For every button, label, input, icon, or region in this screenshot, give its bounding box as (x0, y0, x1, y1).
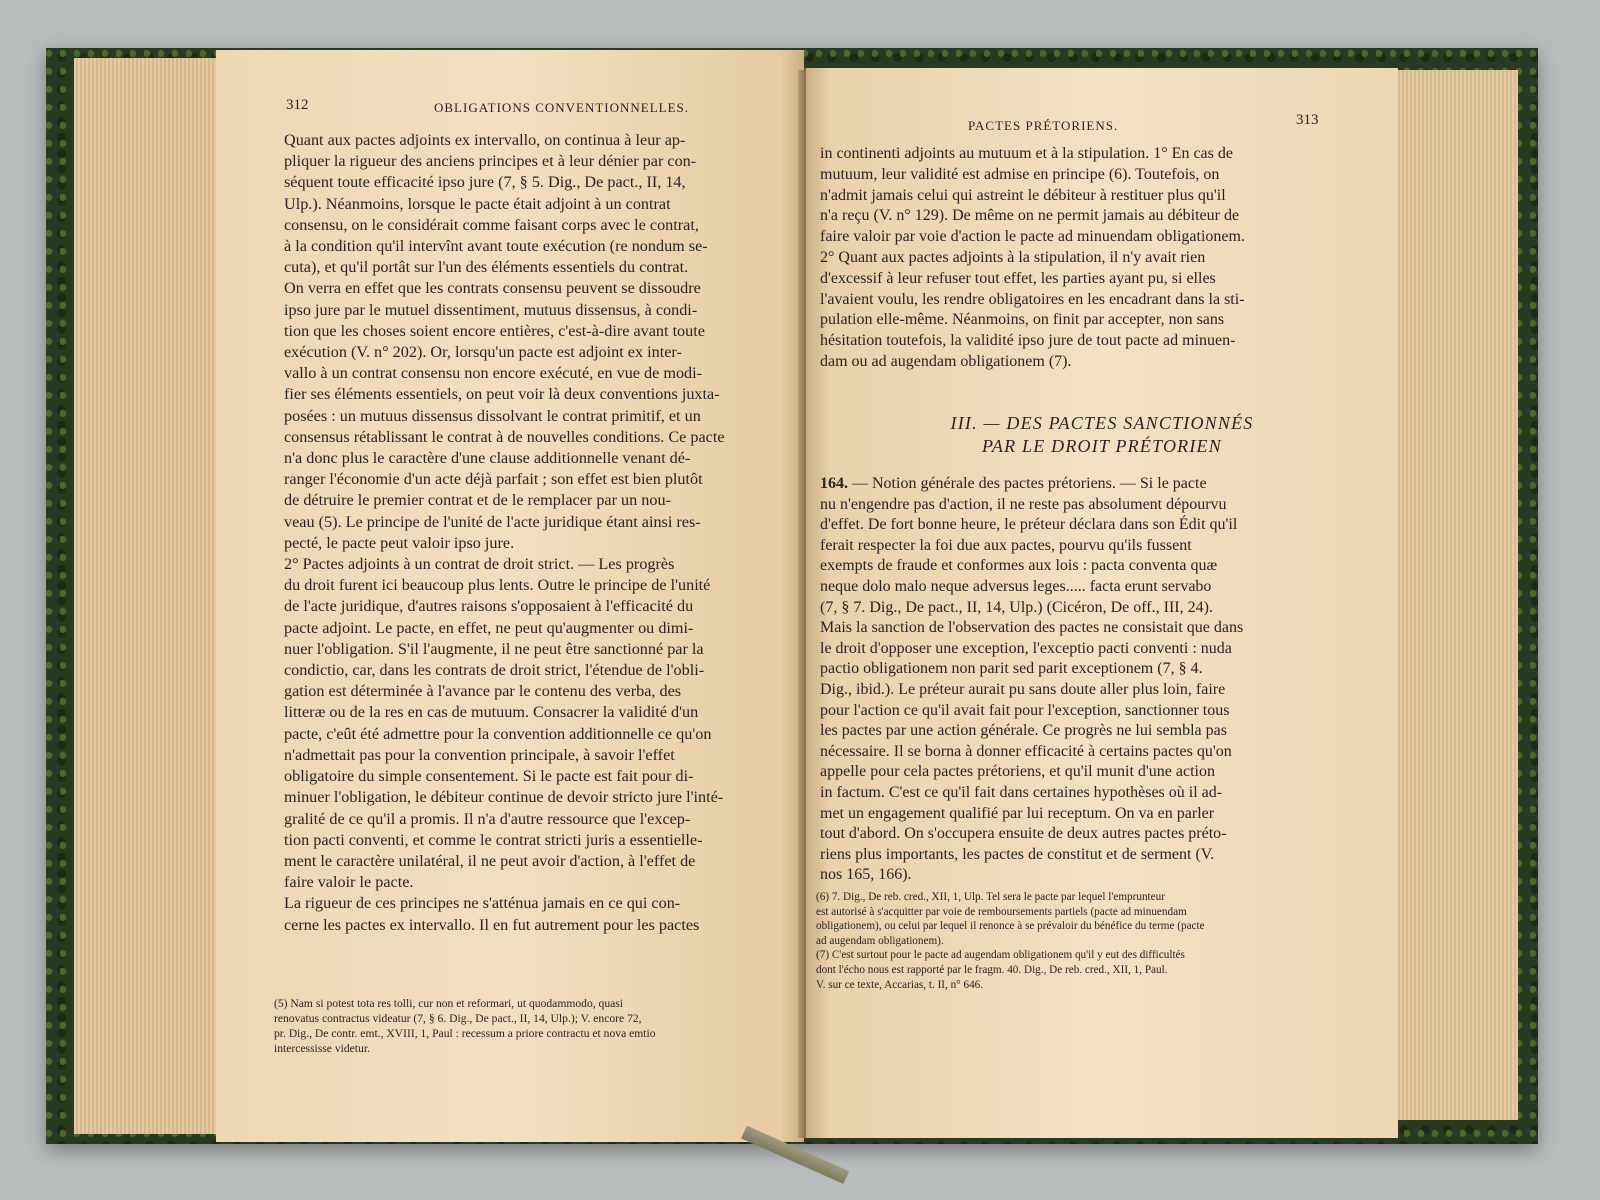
text-line: litteræ ou de la res en cas de mutuum. Consacrer la validité d'un (284, 703, 699, 722)
text-line (820, 474, 1300, 495)
text-line: ferait respecter la foi due aux pactes, pourvu qu'ils fussent (820, 536, 1192, 554)
text-line: riens plus importants, les pactes de constitut et de serment (V. (820, 845, 1215, 863)
text-line: du droit furent ici beaucoup plus lents. Outre le principe de l'unité (284, 576, 711, 595)
right-page (806, 68, 1398, 1138)
text-line: à la condition qu'il intervînt avant toute exécution (re nondum se- (284, 237, 708, 256)
text-line: exempts de fraude et conformes aux lois : pacta conventa quæ (820, 557, 1218, 575)
left-page (216, 50, 804, 1142)
text-line: les pactes par une action générale. Ce progrès ne lui sembla pas (820, 722, 1227, 740)
text-line: ment le caractère unilatéral, il ne peut avoir d'action, à l'effet de (284, 851, 696, 870)
page-block-left (74, 58, 224, 1134)
text-line: n'a reçu (V. n° 129). De même on ne permit jamais au débiteur de (820, 207, 1240, 225)
text-line: hésitation toutefois, la validité ipso jure de tout pacte ad minuen- (820, 332, 1236, 350)
text-line: pour l'action ce qu'il avait fait pour l'exception, sanctionner tous (820, 701, 1230, 719)
text-line: condictio, car, dans les contrats de droit strict, l'étendue de l'obli- (284, 661, 705, 680)
text-line: nu n'engendre pas d'action, il ne reste pas absolument dépourvu (820, 495, 1227, 513)
text-line: nuer l'obligation. S'il l'augmente, il ne peut être sanctionné par la (284, 639, 704, 658)
text-line: pecté, le pacte peut valoir ipso jure. (284, 533, 515, 552)
text-line: minuer l'obligation, le débiteur continue de devoir stricto jure l'inté- (284, 788, 724, 807)
text-line: Quant aux pactes adjoints ex intervallo, on continua à leur ap- (284, 131, 686, 149)
right-body-text-bottom (820, 474, 1300, 886)
text-line: nos 165, 166). (820, 866, 912, 884)
right-page-number: 313 (1296, 112, 1319, 128)
text-line: dam ou ad augendam obligationem (7). (820, 352, 1072, 370)
text-line: n'admit jamais celui qui astreint le débiteur à restituer plus qu'il (820, 186, 1226, 204)
text-line: (7, § 7. Dig., De pact., II, 14, Ulp.) (Cicéron, De off., III, 24). (820, 598, 1213, 616)
text-line: intercessisse videtur. (274, 1042, 370, 1055)
text-line: pr. Dig., De contr. emt., XVIII, 1, Paul : recessum a priore contractu et nova emtio (274, 1027, 656, 1040)
page-block-right (1390, 70, 1518, 1120)
text-line: 2° Pactes adjoints à un contrat de droit strict. — Les progrès (284, 555, 675, 574)
left-footnotes (274, 996, 794, 1056)
text-line: faire valoir le pacte. (284, 873, 414, 892)
text-line: met un engagement qualifié par lui receptum. On va en parler (820, 804, 1215, 822)
text-line: appelle pour cela pactes prétoriens, et qu'il munit d'une action (820, 763, 1215, 781)
text-line: exécution (V. n° 202). Or, lorsqu'un pacte est adjoint ex inter- (284, 343, 682, 362)
section-title-line-2: PAR LE DROIT PRÉTORIEN (982, 436, 1222, 456)
text-line: d'excessif à leur refuser tout effet, les parties ayant pu, si elles (820, 269, 1216, 287)
right-running-head: PACTES PRÉTORIENS. (968, 118, 1119, 133)
text-line: le droit d'opposer une exception, l'exceptio pacti conventi : nuda (820, 639, 1232, 657)
text-line: séquent toute efficacité ipso jure (7, § 5. Dig., De pact., II, 14, (284, 173, 686, 192)
text-line: mutuum, leur validité est admise en principe (6). Toutefois, on (820, 165, 1220, 183)
text-line: (7) C'est surtout pour le pacte ad augendam obligationem qu'il y eut des difficultés (816, 949, 1185, 962)
text-line: ipso jure par le mutuel dissentiment, mutuus dissensus, à condi- (284, 300, 698, 319)
text-line: est autorisé à s'acquitter par voie de remboursements partiels (pacte ad minuendam (816, 905, 1187, 918)
section-title-line-1: III. — DES PACTES SANCTIONNÉS (950, 413, 1254, 433)
text-line: n'a donc plus le caractère d'une clause additionnelle venant dé- (284, 449, 691, 468)
text-line: tion que les choses soient encore entières, c'est-à-dire avant toute (284, 321, 705, 340)
text-line: (6) 7. Dig., De reb. cred., XII, 1, Ulp. Tel sera le pacte par lequel l'emprunteur (816, 891, 1165, 903)
text-line: consensu, on le considérait comme faisant corps avec le contrat, (284, 215, 699, 234)
text-line: pactio obligationem non parit sed parit exceptionem (7, § 4. (820, 660, 1203, 678)
text-line: Mais la sanction de l'observation des pactes ne consistait que dans (820, 619, 1244, 637)
text-line: l'avaient voulu, les rendre obligatoires en les encadrant dans la sti- (820, 290, 1245, 308)
text-line: consensus rétablissant le contrat à de nouvelles conditions. Ce pacte (284, 427, 725, 446)
text-line: de l'acte juridique, d'autres raisons s'opposaient à l'efficacité du (284, 597, 694, 616)
text-line: La rigueur de ces principes ne s'atténua jamais en ce qui con- (284, 894, 681, 913)
right-body-text-top (820, 144, 1300, 373)
text-line: neque dolo malo neque adversus leges..... facta erunt servabo (820, 577, 1212, 595)
left-running-head: OBLIGATIONS CONVENTIONNELLES. (434, 100, 690, 115)
text-line: Ulp.). Néanmoins, lorsque le pacte était adjoint à un contrat (284, 194, 671, 213)
text-line: de détruire le premier contrat et de le remplacer par un nou- (284, 491, 671, 510)
text-fragment: — Notion générale des pactes prétoriens. — Si le pacte (852, 475, 1207, 492)
paragraph-number: 164. (820, 475, 852, 492)
text-line: dont l'écho nous est rapporté par le fragm. 40. Dig., De reb. cred., XII, 1, Paul. (816, 963, 1168, 976)
text-line: pulation elle-même. Néanmoins, on finit par accepter, non sans (820, 311, 1225, 329)
text-line: pacte, c'eût été admettre pour la convention additionnelle ce qu'on (284, 724, 712, 743)
text-line: tout d'abord. On s'occupera ensuite de deux autres pactes préto- (820, 825, 1227, 843)
text-line: obligationem), ou celui par lequel il renonce à se prévaloir du bénéfice du terme (pacte (816, 920, 1205, 933)
text-line: renovatus contractus videatur (7, § 6. Dig., De pact., II, 14, Ulp.); V. encore 72, (274, 1012, 642, 1025)
left-body-text (284, 130, 804, 936)
text-line: obligatoire du simple consentement. Si le pacte est fait pour di- (284, 767, 694, 786)
text-line: fier ses éléments essentiels, on peut voir là deux conventions juxta- (284, 385, 720, 404)
text-line: gation est déterminée à l'avance par le contenu des verba, des (284, 682, 682, 701)
text-line: (5) Nam si potest tota res tolli, cur non et reformari, ut quodammodo, quasi (274, 997, 624, 1010)
left-page-number: 312 (286, 97, 309, 113)
text-line: n'admettait pas pour la convention principale, à savoir l'effet (284, 745, 675, 764)
right-footnotes (816, 890, 1296, 992)
text-line: d'effet. De fort bonne heure, le préteur déclara dans son Édit qu'il (820, 516, 1238, 534)
text-line: ranger l'économie d'un acte déjà parfait ; son effet est bien plutôt (284, 470, 703, 489)
text-line: gralité de ce qu'il a promis. Il n'a d'autre ressource que l'excep- (284, 809, 691, 828)
text-line: vallo à un contrat consensu non encore exécuté, en vue de modi- (284, 364, 703, 383)
text-line: ad augendam obligationem). (816, 934, 944, 947)
text-line: in continenti adjoints au mutuum et à la stipulation. 1° En cas de (820, 145, 1233, 162)
text-line: tion pacti conventi, et comme le contrat stricti juris a essentielle- (284, 830, 703, 849)
text-line: posées : un mutuus dissensus dissolvant le contrat primitif, et un (284, 406, 701, 425)
text-line: faire valoir par voie d'action le pacte ad minuendam obligationem. (820, 228, 1245, 246)
text-line: Dig., ibid.). Le préteur aurait pu sans doute aller plus loin, faire (820, 680, 1226, 698)
text-line: veau (5). Le principe de l'unité de l'acte juridique étant ainsi res- (284, 512, 701, 531)
text-line: 2° Quant aux pactes adjoints à la stipulation, il n'y avait rien (820, 248, 1206, 266)
text-line: cerne les pactes ex intervallo. Il en fut autrement pour les pactes (284, 915, 700, 934)
text-line: On verra en effet que les contrats consensu peuvent se dissoudre (284, 279, 701, 298)
text-line: pacte adjoint. Le pacte, en effet, ne peut qu'augmenter ou dimi- (284, 618, 694, 637)
text-line: nécessaire. Il se borna à donner efficacité à certains pactes qu'on (820, 742, 1232, 760)
text-line: in factum. C'est ce qu'il fait dans certaines hypothèses où il ad- (820, 783, 1223, 801)
text-line: cuta), et qu'il portât sur l'un des éléments essentiels du contrat. (284, 258, 689, 277)
text-line: pliquer la rigueur des anciens principes et à leur dénier par con- (284, 152, 697, 171)
text-line: V. sur ce texte, Accarias, t. II, n° 646. (816, 978, 984, 991)
